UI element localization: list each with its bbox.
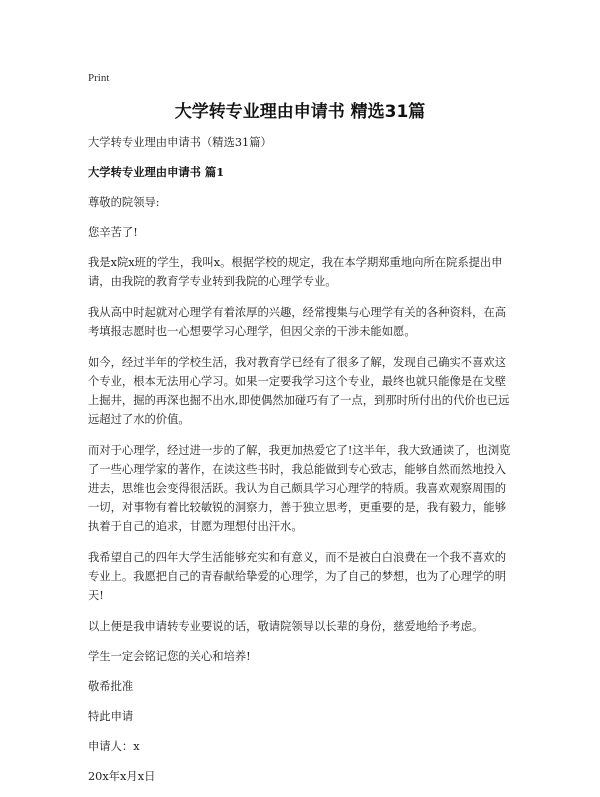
paragraph: 我希望自己的四年大学生活能够充实和有意义，而不是被白白浪费在一个我不喜欢的专业上。我愿把自己的青春献给挚爱的心理学，为了自己的梦想，也为了心理学的明天! bbox=[88, 551, 506, 602]
greeting: 您辛苦了! bbox=[88, 226, 138, 239]
paragraph: 以上便是我申请转专业要说的话，敬请院领导以长辈的身份，慈爱地给予考虑。 bbox=[88, 620, 484, 633]
salutation: 尊敬的院领导: bbox=[88, 196, 160, 209]
paragraph: 我是x院x班的学生，我叫x。根据学校的规定，我在本学期郑重地向所在院系提出申请，由我院的教育学专业转到我院的心理学专业。 bbox=[88, 256, 503, 288]
document-body bbox=[88, 133, 514, 797]
paragraph: 如今，经过半年的学校生活，我对教育学已经有了很多了解，发现自己确实不喜欢这个专业，根本无法用心学习。如果一定要我学习这个专业，最终也就只能像是在戈壁上掘井，掘的再深也掘不出水,即使偶然加碰巧有了一点，到那时所付出的代价也已远远超过了水的价值。 bbox=[88, 356, 510, 426]
paragraph: 我从高中时起就对心理学有着浓厚的兴趣，经常搜集与心理学有关的各种资料，在高考填报志愿时也一心想要学习心理学，但因父亲的干涉未能如愿。 bbox=[88, 306, 506, 338]
section-heading: 大学转专业理由申请书 篇1 bbox=[88, 165, 225, 179]
document-subtitle: 大学转专业理由申请书（精选31篇） bbox=[88, 136, 272, 149]
closing-request: 敬希批准 bbox=[88, 680, 134, 693]
paragraph: 学生一定会铭记您的关心和培养! bbox=[88, 650, 251, 663]
print-link[interactable]: Print bbox=[88, 72, 110, 84]
paragraph: 而对于心理学，经过进一步的了解，我更加热爱它了!这半年，我大致通读了，也浏览了一些心理学家的著作，在读这些书时，我总能做到专心致志，能够自然而然地投入进去，思维也会变得很活跃。我认为自己颇具学习心理学的特质。我喜欢观察周围的一切，对事物有着比较敏锐的洞察力，善于独立思考，更重要的是，我有毅力，能够执着于自己的追求，甘愿为理想付出汗水。 bbox=[88, 444, 511, 533]
page-title: 大学转专业理由申请书 精选31篇 bbox=[174, 102, 426, 122]
date-line: 20x年x月x日 bbox=[88, 770, 156, 783]
closing-statement: 特此申请 bbox=[88, 710, 134, 723]
applicant-line: 申请人：x bbox=[88, 740, 140, 753]
